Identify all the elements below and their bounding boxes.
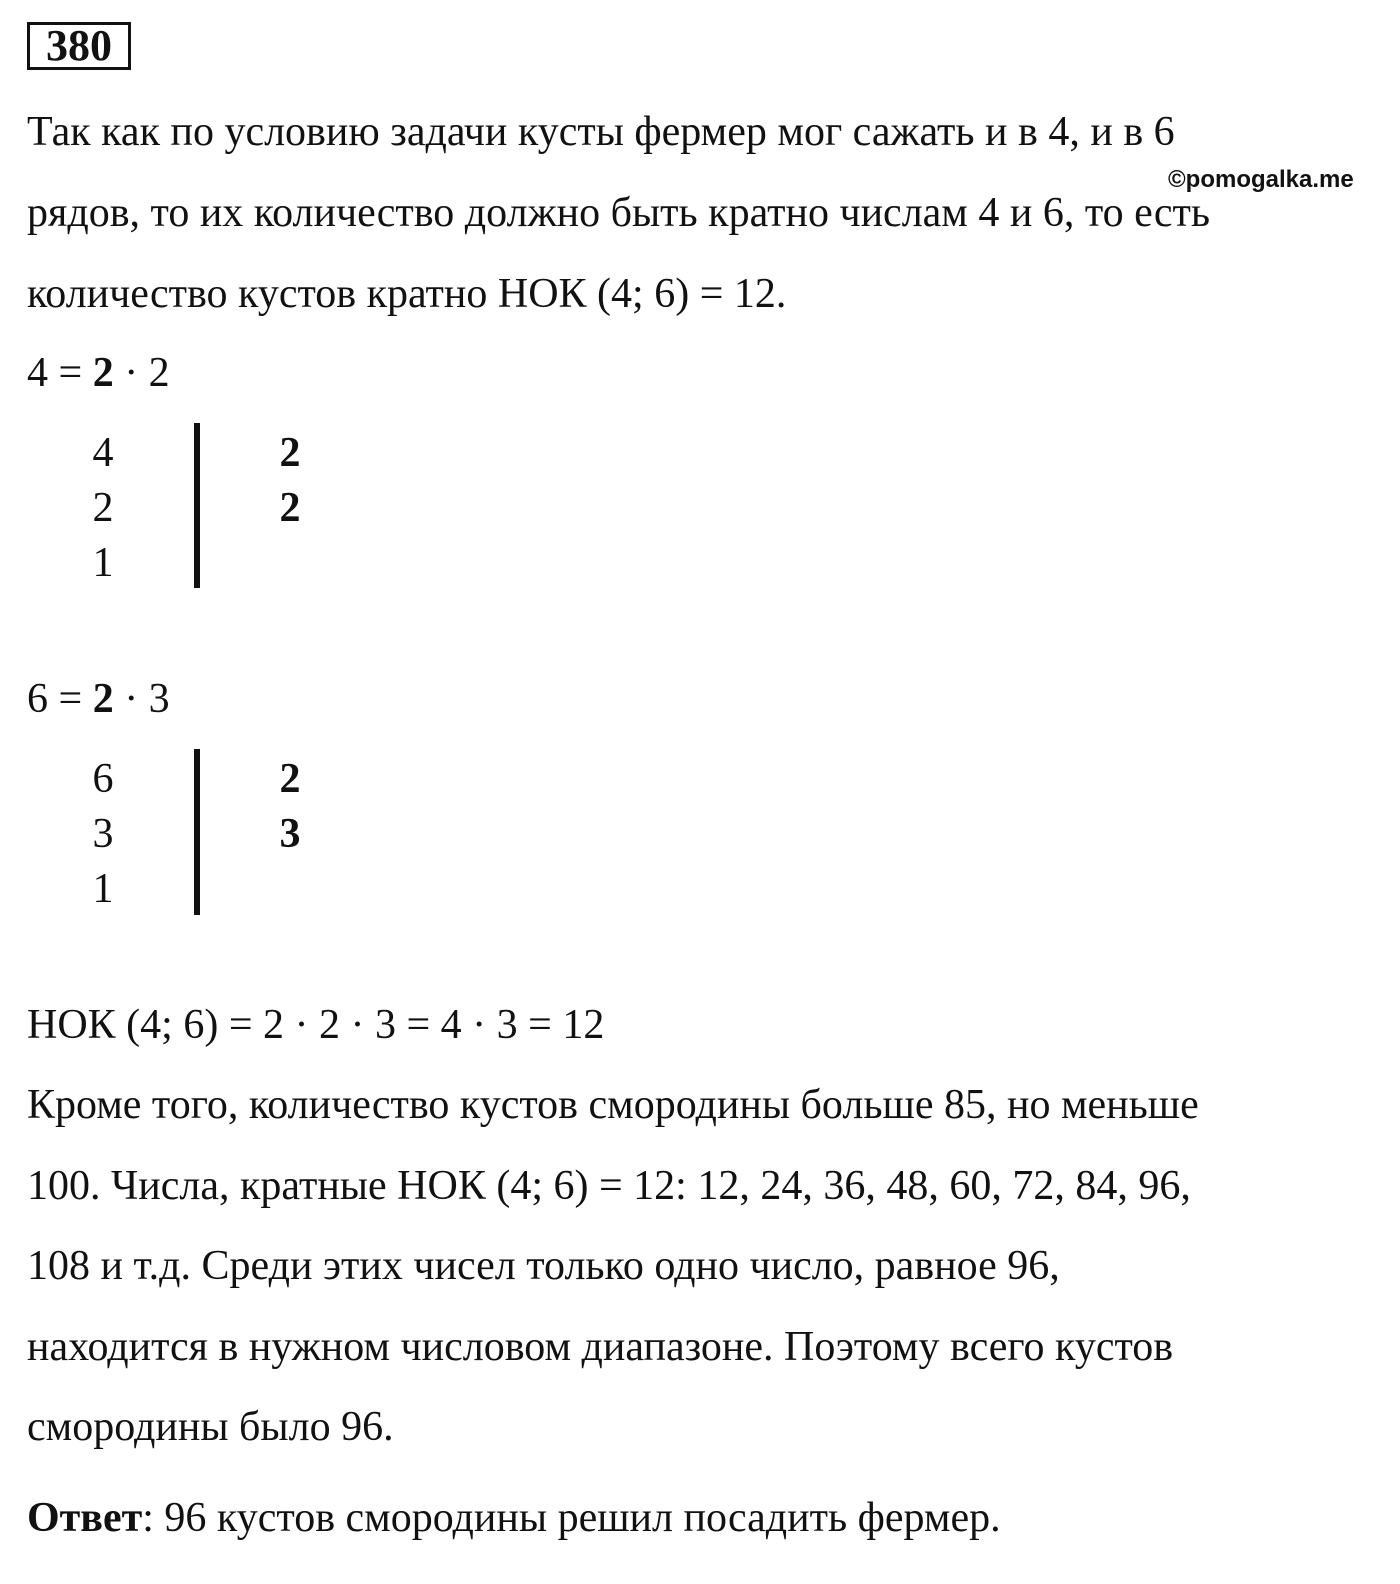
body-line-3: 108 и т.д. Среди этих чисел только одно число, равное 96, <box>27 1243 1060 1289</box>
body-line-4: находится в нужном числовом диапазоне. Поэтому всего кустов <box>27 1324 1174 1370</box>
prime-divisor: 2 <box>279 485 301 531</box>
factorization-divider-line <box>194 423 200 588</box>
equation-6-lhs: 6 = <box>27 676 93 722</box>
factor-number: 3 <box>92 811 114 857</box>
equation-4-bold-factor: 2 <box>92 350 114 396</box>
factor-number: 2 <box>92 485 114 531</box>
factorization-divider-line <box>194 749 200 915</box>
factor-number: 1 <box>92 540 114 586</box>
factor-number: 6 <box>92 756 114 802</box>
problem-number: 380 <box>27 22 131 70</box>
intro-line-2: рядов, то их количество должно быть кратно числам 4 и 6, то есть <box>27 190 1210 236</box>
equation-6 <box>27 674 170 724</box>
intro-line-1: Так как по условию задачи кусты фермер мог сажать и в 4, и в 6 <box>27 109 1175 155</box>
equation-4-rhs: · 2 <box>113 350 170 396</box>
equation-4-lhs: 4 = <box>27 350 93 396</box>
watermark: ©pomogalka.me <box>1168 166 1354 193</box>
factor-number: 4 <box>92 430 114 476</box>
equation-6-rhs: · 3 <box>113 676 170 722</box>
body-line-5: смородины было 96. <box>27 1404 394 1450</box>
equation-6-bold-factor: 2 <box>92 676 114 722</box>
body-line-2: 100. Числа, кратные НОК (4; 6) = 12: 12, 24, 36, 48, 60, 72, 84, 96, <box>27 1163 1191 1209</box>
intro-line-3: количество кустов кратно НОК (4; 6) = 12. <box>27 271 787 317</box>
factor-number: 1 <box>92 866 114 912</box>
prime-divisor: 2 <box>279 756 301 802</box>
lcm-calculation: НОК (4; 6) = 2 · 2 · 3 = 4 · 3 = 12 <box>27 1002 605 1048</box>
answer-label: Ответ <box>27 1495 143 1541</box>
prime-divisor: 2 <box>279 430 301 476</box>
prime-divisor: 3 <box>279 811 301 857</box>
answer-line <box>27 1493 1001 1543</box>
answer-text: : 96 кустов смородины решил посадить фермер. <box>142 1495 1001 1541</box>
body-line-1: Кроме того, количество кустов смородины больше 85, но меньше <box>27 1082 1199 1128</box>
equation-4 <box>27 348 170 398</box>
